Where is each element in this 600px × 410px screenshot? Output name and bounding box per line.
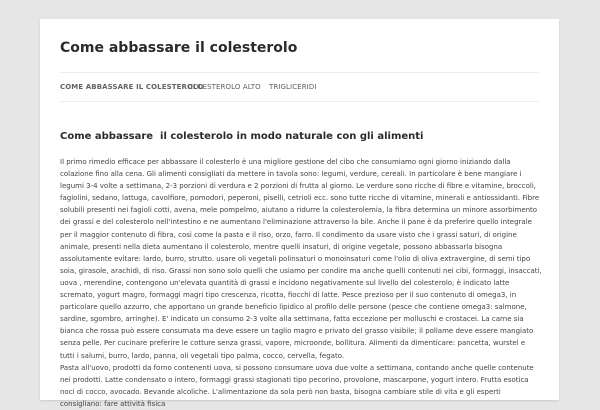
main-navigation: [60, 72, 539, 102]
page-container: [40, 19, 559, 408]
nav-item-trigliceridi[interactable]: TRIGLICERIDI: [269, 83, 317, 91]
nav-item-come-abbassare[interactable]: COME ABBASSARE IL COLESTEROLO: [60, 83, 204, 91]
nav-item-colesterolo-alto[interactable]: COLESTEROLO ALTO: [188, 83, 261, 91]
article-body: [60, 156, 542, 410]
article-paragraph: Pasta all'uovo, prodotti da forno contenenti uova, si possono consumare uova due volte a settimana, contando anche quelle contenute nei prodotti. Latte condensato o intero, formaggi grassi stagionati tipo pecorino, provolone, mascarpone, yogurt intero. Frutta esotica noci di cocco, avocado. Bevande alcoliche. L'alimentazione da sola però non basta, bisogna cambiare stile di vita e gli esperti consigliano: fare attività fisica: [60, 363, 534, 408]
site-title[interactable]: Come abbassare il colesterolo: [60, 40, 298, 56]
article-paragraph: Il primo rimedio efficace per abbassare il colesterlo è una migliore gestione del cibo che consumiamo ogni giorno iniziando dalla colazione fino alla cena. Gli alimenti consigliati da mettere in tavola sono: legumi, verdure, cereali. In particolare è bene mangiare i legumi 3-4 volte a settimana, 2-3 porzioni di verdura e 2 porzioni di frutta al giorno. Le verdure sono ricche di fibre e vitamine, broccoli, fagiolini, sedano, lattuga, cavolfiore, pomodori, peperoni, piselli, cetrioli ecc. sono tutte ricche di vitamine, minerali e antiossidanti. Fibre solubili presenti nei fagioli cotti, avena, mele pompelmo, aiutano a ridurre la colesterolemia, la fibra determina un minore assorbimento dei grassi e del colesterolo nell'intestino e ne aumentano l'eliminazione attraverso la bile. Anche il pane è da preferire quello integrale per il maggior contenuto di fibra, così come la pasta e il riso, orzo, farro. Il condimento da usare visto che i grassi saturi, di origine animale, presenti nella dieta aumentano il colesterolo, mentre quelli insaturi, di origine vegetale, possono abbassarla bisogna assolutamente evitare: lardo, burro, strutto. usare oli vegetali polinsaturi o monoinsaturi come l'olio di oliva extravergine, di semi tipo soia, girasole, arachidi, di riso. Grassi non sono solo quelli che usiamo per condire ma anche quelli contenuti nei cibi, formaggi, insaccati, uova , merendine, contengono un'elevata quantità di grassi e incidono negativamente sul livello del colesterolo; è indicato latte scremato, yogurt magro, formaggi magri tipo crescenza, ricotta, fiocchi di latte. Pesce prezioso per il suo contenuto di omega3, in particolare quello azzurro, che apportano un grande beneficio lipidico al profilo delle persone (pesce che contiene omega3: salmone, sardine, sgombro, arringhe). E' indicato un consumo 2-3 volte alla settimana, fatta eccezione per molluschi e crostacei. La carne sia bianca che rossa può essere consumata ma deve essere un taglio magro e privato del grasso visibile; il pollame deve essere mangiato senza pelle. Per cucinare preferire le cotture senza grassi, vapore, microonde, bollitura. Alimenti da dimenticare: pancetta, wurstel e tutti i salumi, burro, lardo, panna, oli vegetali tipo palma, cocco, cervella, fegato.: [60, 158, 542, 360]
article-title: Come abbassare il colesterolo in modo naturale con gli alimenti: [60, 131, 424, 142]
